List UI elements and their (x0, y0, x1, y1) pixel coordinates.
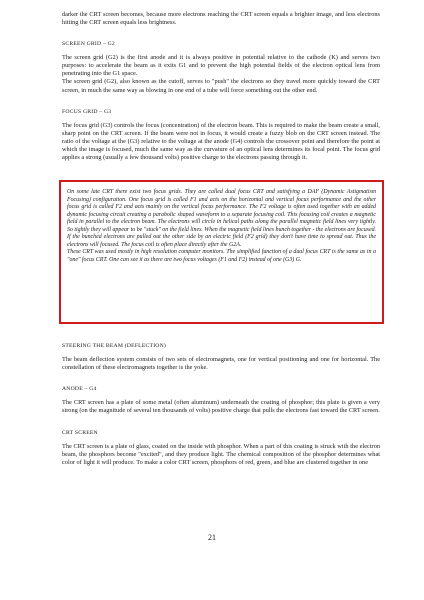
crt-screen-paragraph: The CRT screen is a plate of glass, coated on the inside with phosphor. When a part of this coating is struck with the electron beam, the phosphors become "excited", and they produce light. The chemical composition of the phosphor determines what color of light it will produce. To make a color CRT screen, phosphors of red, green, and blue are clustered together in one (62, 442, 380, 466)
focus-grid-paragraph: The focus grid (G3) controls the focus (concentration) of the electron beam. This is required to make the beam create a small, sharp point on the CRT screen. If the beam were not in focus, it would create a fuzzy blob on the CRT screen instead. The ratio of the voltage at the (G3) relative to the voltage at the anode (G4) controls the crossover point and therefore the point at which the image is focused, much the same way as the curvature of an optical lens determines its focal point. The focus grid applies a strong (usually a few thousand volts) positive charge to the electrons passing through it. (62, 121, 380, 162)
note-paragraph-2: These CRT was used mostly in high resolution computer monitors. The simplified function of a dual focus CRT is the same as in a "one" focus CRT. One can see it as there are two focus voltages (F1 and F2) instead of one (G3) G. (67, 249, 376, 263)
screen-grid-paragraph-1: The screen grid (G2) is the first anode and it is always positive in potential relative to the cathode (K) and serves two purposes: to accelerate the beam as it exits G1 and to prevent the high potential fields of the electron optical lens from penetrating into the G1 space. (62, 54, 380, 78)
heading-focus-grid: FOCUS GRID – G3 (62, 108, 112, 115)
heading-crt-screen: CRT SCREEN (62, 429, 98, 436)
anode-paragraph: The CRT screen has a plate of some metal (often aluminum) underneath the coating of phosphor; this plate is given a very strong (on the magnitude of several ten thousands of volts) positive charge that pulls the electrons fast toward the CRT screen. (62, 399, 380, 415)
heading-steering: STEERING THE BEAM (DEFLECTION) (62, 343, 166, 350)
page-number: 21 (208, 533, 216, 542)
intro-paragraph: darker the CRT screen becomes, because more electrons reaching the CRT screen equals a brighter image, and less electrons hitting the CRT screen equals less brightness. (62, 11, 380, 27)
note-paragraph-1: On some late CRT there exist two focus grids. They are called dual focus CRT and satisfying a DAF (Dynamic Astigmatism Focusing) configuration. One focus grid is called F1 and acts on the horizontal and vertical focus performance and the other focus grid is called F2 and acts mainly on the vertical focus performance. The F2 voltage is often used together with an added dynamic focusing circuit creating a parabolic shaped waveform to a separate focusing coil. This focusing coil creates a magnetic field in parallel to the electron beam. The electrons will circle in helical paths along the parallel magnetic field lines very tightly. So tightly they will appear to be "stuck" on the field lines. When the magnetic field lines bunch together - the electrons are focused. If the bunched electrons are pulled out the other side by an electric field (F2 grid) they don't have time to spread out. Thus the electrons will focused. The focus coil is often place directly after the G2A. (67, 189, 376, 248)
heading-anode: ANODE – G4 (62, 386, 97, 393)
steering-paragraph: The beam deflection system consists of two sets of electromagnets, one for vertical positioning and one for horizontal. The constellation of these electromagnets together is the yoke. (62, 356, 380, 372)
heading-screen-grid: SCREEN GRID – G2 (62, 41, 115, 48)
dual-focus-note-box (59, 180, 384, 324)
screen-grid-paragraph-2: The screen grid (G2), also known as the cutoff, serves to "push" the electrons so they travel more quickly toward the CRT screen, in much the same way as blowing in one end of a tube will force something out the other end. (62, 78, 380, 94)
